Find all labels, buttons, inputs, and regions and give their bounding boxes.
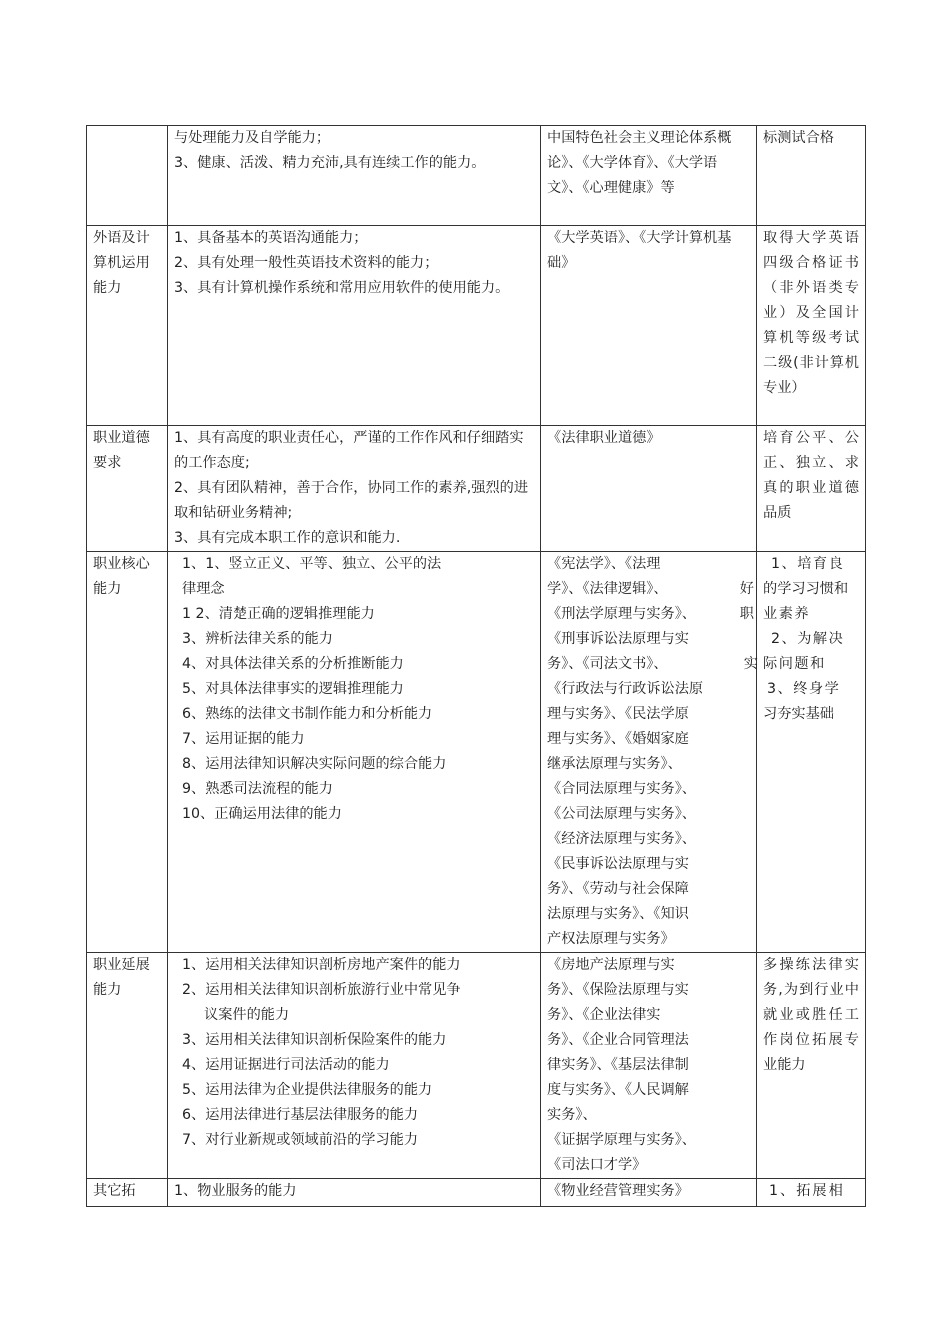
table-row (87, 1179, 866, 1207)
ability-item: 9、熟悉司法流程的能力 (182, 781, 333, 797)
category-cell (87, 426, 168, 552)
overflow-char: 好 (739, 581, 754, 597)
requirement-cell (757, 126, 866, 226)
curriculum-table (86, 125, 866, 1207)
ability-item: 4、运用证据进行司法活动的能力 (182, 1057, 390, 1073)
abilities-cell (168, 426, 541, 552)
ability-item: 议案件的能力 (204, 1007, 290, 1023)
courses-text: 《物业经营管理实务》 (547, 1183, 689, 1199)
course-line: 《宪法学》、《法理 (547, 556, 661, 572)
requirement-cell (757, 226, 866, 426)
table-row (87, 426, 866, 552)
courses-cell (541, 126, 757, 226)
table-row (87, 126, 866, 226)
course-line: 学》、《法律逻辑》、 (547, 581, 668, 597)
course-line: 《经济法原理与实务》、 (547, 831, 696, 847)
ability-item: 2、具有团队精神，善于合作，协同工作的素养,强烈的进取和钻研业务精神; (174, 480, 529, 521)
ability-item: 5、对具体法律事实的逻辑推理能力 (182, 681, 404, 697)
course-line: 《民事诉讼法原理与实 (547, 856, 689, 872)
category-cell (87, 226, 168, 426)
ability-item: 与处理能力及自学能力； (174, 130, 331, 146)
category-cell (87, 552, 168, 953)
ability-item: 3、运用相关法律知识剖析保险案件的能力 (182, 1032, 447, 1048)
course-line: 法原理与实务》、《知识 (547, 906, 689, 922)
course-line: 《行政法与行政诉讼法原 (547, 681, 704, 697)
ability-item: 1、具备基本的英语沟通能力； (174, 230, 368, 246)
table-row (87, 953, 866, 1179)
requirement-cell (757, 1179, 866, 1207)
overflow-char: 职 (739, 606, 754, 622)
ability-item: 1 2、清楚正确的逻辑推理能力 (182, 606, 375, 622)
requirement-text: 培育公平、公正、独立、求真的职业道德品质 (763, 430, 859, 521)
ability-item: 7、运用证据的能力 (182, 731, 305, 747)
ability-item: 3、具有完成本职工作的意识和能力. (174, 530, 401, 546)
ability-item: 律理念 (182, 581, 225, 597)
ability-item: 1、1、竖立正义、平等、独立、公平的法 (182, 556, 442, 572)
category-cell (87, 126, 168, 226)
category-label: 其它拓 (93, 1183, 136, 1199)
course-line: 《公司法原理与实务》、 (547, 806, 696, 822)
abilities-cell (168, 126, 541, 226)
course-line: 《刑法学原理与实务》、 (547, 606, 696, 622)
ability-item: 10、正确运用法律的能力 (182, 806, 342, 822)
course-line: 《司法口才学》 (547, 1157, 647, 1173)
courses-cell (541, 226, 757, 426)
ability-item: 5、运用法律为企业提供法律服务的能力 (182, 1082, 433, 1098)
requirement-line: 2、为解决 (771, 631, 845, 647)
course-line: 《合同法原理与实务》、 (547, 781, 696, 797)
ability-item: 3、健康、活泼、精力充沛,具有连续工作的能力。 (174, 155, 486, 171)
ability-item: 3、具有计算机操作系统和常用应用软件的使用能力。 (174, 280, 510, 296)
course-line: 《房地产法原理与实 (547, 957, 675, 973)
ability-item: 4、对具体法律关系的分析推断能力 (182, 656, 404, 672)
ability-item: 8、运用法律知识解决实际问题的综合能力 (182, 756, 447, 772)
courses-text: 《法律职业道德》 (547, 430, 661, 446)
course-line: 务》、《司法文书》、 (547, 656, 668, 672)
courses-cell (541, 1179, 757, 1207)
courses-text: 《大学英语》、《大学计算机基础》 (547, 230, 732, 271)
abilities-cell (168, 226, 541, 426)
requirement-line: 习夯实基础 (763, 706, 834, 722)
courses-cell (541, 552, 757, 953)
course-line: 务》、《劳动与社会保障 (547, 881, 689, 897)
course-line: 理与实务》、《婚姻家庭 (547, 731, 689, 747)
requirement-text: 取得大学英语四级合格证书（非外语类专业）及全国计算机等级考试二级(非计算机专业） (763, 230, 859, 396)
course-line: 务》、《企业合同管理法 (547, 1032, 689, 1048)
course-line: 律实务》、《基层法律制 (547, 1057, 689, 1073)
courses-text: 中国特色社会主义理论体系概论》、《大学体育》、《大学语文》、《心理健康》等 (547, 130, 732, 196)
requirement-line: 的学习习惯和 (763, 581, 849, 597)
course-line: 《证据学原理与实务》、 (547, 1132, 696, 1148)
course-line: 度与实务》、《人民调解 (547, 1082, 689, 1098)
course-line: 务》、《保险法原理与实 (547, 982, 689, 998)
requirement-cell (757, 953, 866, 1179)
ability-item: 3、辨析法律关系的能力 (182, 631, 333, 647)
category-cell (87, 1179, 168, 1207)
course-line: 实务》、 (547, 1107, 597, 1123)
course-line: 务》、《企业法律实 (547, 1007, 661, 1023)
overflow-char: 实 (743, 656, 758, 672)
abilities-cell (168, 1179, 541, 1207)
requirement-text: 标测试合格 (763, 130, 834, 146)
category-label: 职业核心能力 (93, 556, 150, 597)
requirement-line: 1、培育良 (771, 556, 845, 572)
category-label: 外语及计算机运用能力 (93, 230, 150, 296)
ability-item: 1、运用相关法律知识剖析房地产案件的能力 (182, 957, 461, 973)
requirement-text: 多操练法律实务,为到行业中就业或胜任工作岗位拓展专业能力 (763, 957, 859, 1073)
ability-item: 1、物业服务的能力 (174, 1183, 297, 1199)
requirement-text: 1、拓展相 (769, 1183, 845, 1199)
courses-cell (541, 953, 757, 1179)
abilities-cell (168, 552, 541, 953)
abilities-cell (168, 953, 541, 1179)
ability-item: 7、对行业新规或领域前沿的学习能力 (182, 1132, 419, 1148)
course-line: 《刑事诉讼法原理与实 (547, 631, 689, 647)
course-line: 理与实务》、《民法学原 (547, 706, 689, 722)
courses-cell (541, 426, 757, 552)
ability-item: 6、熟练的法律文书制作能力和分析能力 (182, 706, 433, 722)
course-line: 产权法原理与实务》 (547, 931, 675, 947)
ability-item: 2、运用相关法律知识剖析旅游行业中常见争 (182, 982, 461, 998)
requirement-cell (757, 552, 866, 953)
table-row (87, 552, 866, 953)
category-cell (87, 953, 168, 1179)
ability-item: 2、具有处理一般性英语技术资料的能力； (174, 255, 439, 271)
requirement-cell (757, 426, 866, 552)
ability-item: 1、具有高度的职业责任心，严谨的工作作风和仔细踏实的工作态度; (174, 430, 524, 471)
course-line: 继承法原理与实务》、 (547, 756, 682, 772)
requirement-line: 3、终身学 (767, 681, 841, 697)
ability-item: 6、运用法律进行基层法律服务的能力 (182, 1107, 419, 1123)
category-label: 职业延展能力 (93, 957, 150, 998)
table-row (87, 226, 866, 426)
category-label: 职业道德要求 (93, 430, 150, 471)
requirement-line: 业素养 (763, 606, 811, 622)
requirement-line: 际问题和 (763, 656, 826, 672)
